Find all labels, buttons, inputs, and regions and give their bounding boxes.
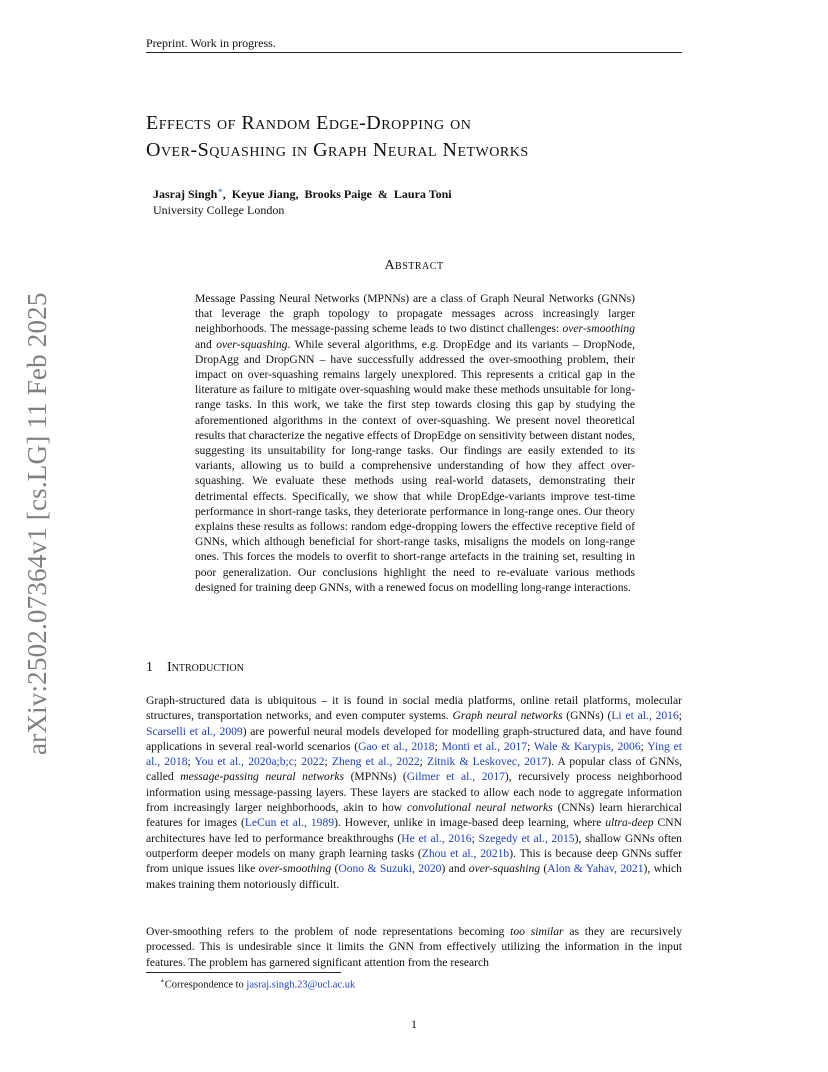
citation-link[interactable]: LeCun et al., 1989 xyxy=(244,816,335,830)
affiliation: University College London xyxy=(153,203,285,217)
intro-paragraph-2: Over-smoothing refers to the problem of node representations becoming too similar as they are recursively processed. This is undesirable since it limits the GNN from effectively utilizing the information in the input features. The problem has garnered significant attention from the research xyxy=(146,925,682,969)
term-over-smoothing: over-smoothing xyxy=(562,322,635,336)
author-ampersand: & xyxy=(377,187,388,201)
citation-link[interactable]: Scarselli et al., 2009 xyxy=(146,724,243,738)
footnote-rule xyxy=(146,972,341,973)
author-2: Keyue Jiang xyxy=(231,187,296,201)
email-link[interactable]: jasraj.singh.23@ucl.ac.uk xyxy=(246,979,356,991)
citation-link[interactable]: He et al., 2016 xyxy=(401,831,472,845)
section-heading-introduction xyxy=(146,660,244,676)
abstract-heading: Abstract xyxy=(384,258,444,273)
citation-link[interactable]: Szegedy et al., 2015 xyxy=(478,831,575,845)
author-4: Laura Toni xyxy=(393,187,452,201)
section-title: Introduction xyxy=(167,660,244,675)
intro-paragraph-1: Graph-structured data is ubiquitous – it is found in social media platforms, online retail platforms, molecular structures, transportation networks, and even computer systems. Graph neural networks (GNNs) (Li et al., 2016; Scarselli et al., 2009) are powerful neural models developed for modelling graph-structured data, and have found applications in several real-world scenarios (Gao et al., 2018; Monti et al., 2017; Wale & Karypis, 2006; Ying et al., 2018; You et al., 2020a;b;c; 2022; Zheng et al., 2022; Zitnik & Leskovec, 2017). A popular class of GNNs, called message-passing neural networks (MPNNs) (Gilmer et al., 2017), recursively process neighborhood information using message-passing layers. These layers are stacked to allow each node to aggregate information from increasingly larger neighborhoods, akin to how convolutional neural networks (CNNs) learn hierarchical features for images (LeCun et al., 1989). However, unlike in image-based deep learning, where ultra-deep CNN architectures have led to performance breakthroughs (He et al., 2016; Szegedy et al., 2015), shallow GNNs often outperform deeper models on many graph learning tasks (Zhou et al., 2021b). This is because deep GNNs suffer from unique issues like over-smoothing (Oono & Suzuki, 2020) and over-squashing (Alon & Yahav, 2021), which makes training them notoriously difficult. xyxy=(146,694,683,891)
footnote-mark: ∗ xyxy=(160,977,165,985)
paper-title xyxy=(146,110,706,164)
citation-link[interactable]: You et al., 2020a;b;c; 2022 xyxy=(194,755,325,769)
page-number: 1 xyxy=(411,1017,417,1031)
citation-link[interactable]: Li et al., 2016 xyxy=(611,709,679,723)
term-over-squashing: over-squashing xyxy=(216,337,288,351)
citation-link[interactable]: Oono & Suzuki, 2020 xyxy=(338,862,442,876)
section-number: 1 xyxy=(146,660,153,675)
title-line-1: Effects of Random Edge-Dropping on xyxy=(146,112,472,134)
abstract-body: Message Passing Neural Networks (MPNNs) are a class of Graph Neural Networks (GNNs) that leverage the graph topology to propagate messages across increasingly larger neighborhoods. The message-passing scheme leads to two distinct challenges: over-smoothing and over-squashing. While several algorithms, e.g. DropEdge and its variants – DropNode, DropAgg and DropGNN – have successfully addressed the over-smoothing problem, their impact on over-squashing remains largely unexplored. This represents a critical gap in the literature as failure to mitigate over-squashing would make these methods unsuitable for long-range tasks. In this work, we take the first step towards closing this gap by studying the aforementioned algorithms in the context of over-squashing. We present novel theoretical results that characterize the negative effects of DropEdge on sensitivity between distant nodes, suggesting its unsuitability for long-range tasks. Our findings are easily extended to its variants, allowing us to build a comprehensive understanding of how they affect over-squashing. We evaluate these methods using real-world datasets, demonstrating their detrimental effects. Specifically, we show that while DropEdge-variants improve test-time performance in short-range tasks, they deteriorate performance in long-range ones. Our theory explains these results as follows: random edge-dropping lowers the effective receptive field of GNNs, which although beneficial for short-range tasks, misaligns the models on long-range ones. This forces the models to overfit to short-range artefacts in the training set, resulting in poor generalization. Our conclusions highlight the need to re-evaluate various methods designed for training deep GNNs, with a renewed focus on modelling long-range interactions. xyxy=(195,292,635,594)
title-line-2: Over-Squashing in Graph Neural Networks xyxy=(146,139,529,161)
citation-link[interactable]: Ying et al., 2018 xyxy=(146,739,682,769)
author-list: Jasraj Singh∗, Keyue Jiang, Brooks Paige & Laura Toni xyxy=(153,186,452,201)
arxiv-stamp: arXiv:2502.07364v1 [cs.LG] 11 Feb 2025 xyxy=(22,292,52,755)
author-1: Jasraj Singh xyxy=(153,187,218,201)
citation-link[interactable]: Gilmer et al., 2017 xyxy=(406,770,505,784)
author-footnote-mark[interactable]: ∗ xyxy=(217,186,223,195)
running-head: Preprint. Work in progress. xyxy=(146,36,276,50)
footnote: ∗Correspondence to jasraj.singh.23@ucl.ac.uk xyxy=(160,977,356,991)
citation-link[interactable]: Gao et al., 2018 xyxy=(358,739,435,753)
citation-link[interactable]: Zheng et al., 2022 xyxy=(331,755,420,769)
citation-link[interactable]: Monti et al., 2017 xyxy=(441,739,528,753)
author-3: Brooks Paige xyxy=(304,187,372,201)
citation-link[interactable]: Wale & Karypis, 2006 xyxy=(533,739,641,753)
header-rule xyxy=(146,52,682,53)
citation-link[interactable]: Zitnik & Leskovec, 2017 xyxy=(427,755,548,769)
citation-link[interactable]: Alon & Yahav, 2021 xyxy=(547,862,644,876)
citation-link[interactable]: Zhou et al., 2021b xyxy=(421,846,510,860)
